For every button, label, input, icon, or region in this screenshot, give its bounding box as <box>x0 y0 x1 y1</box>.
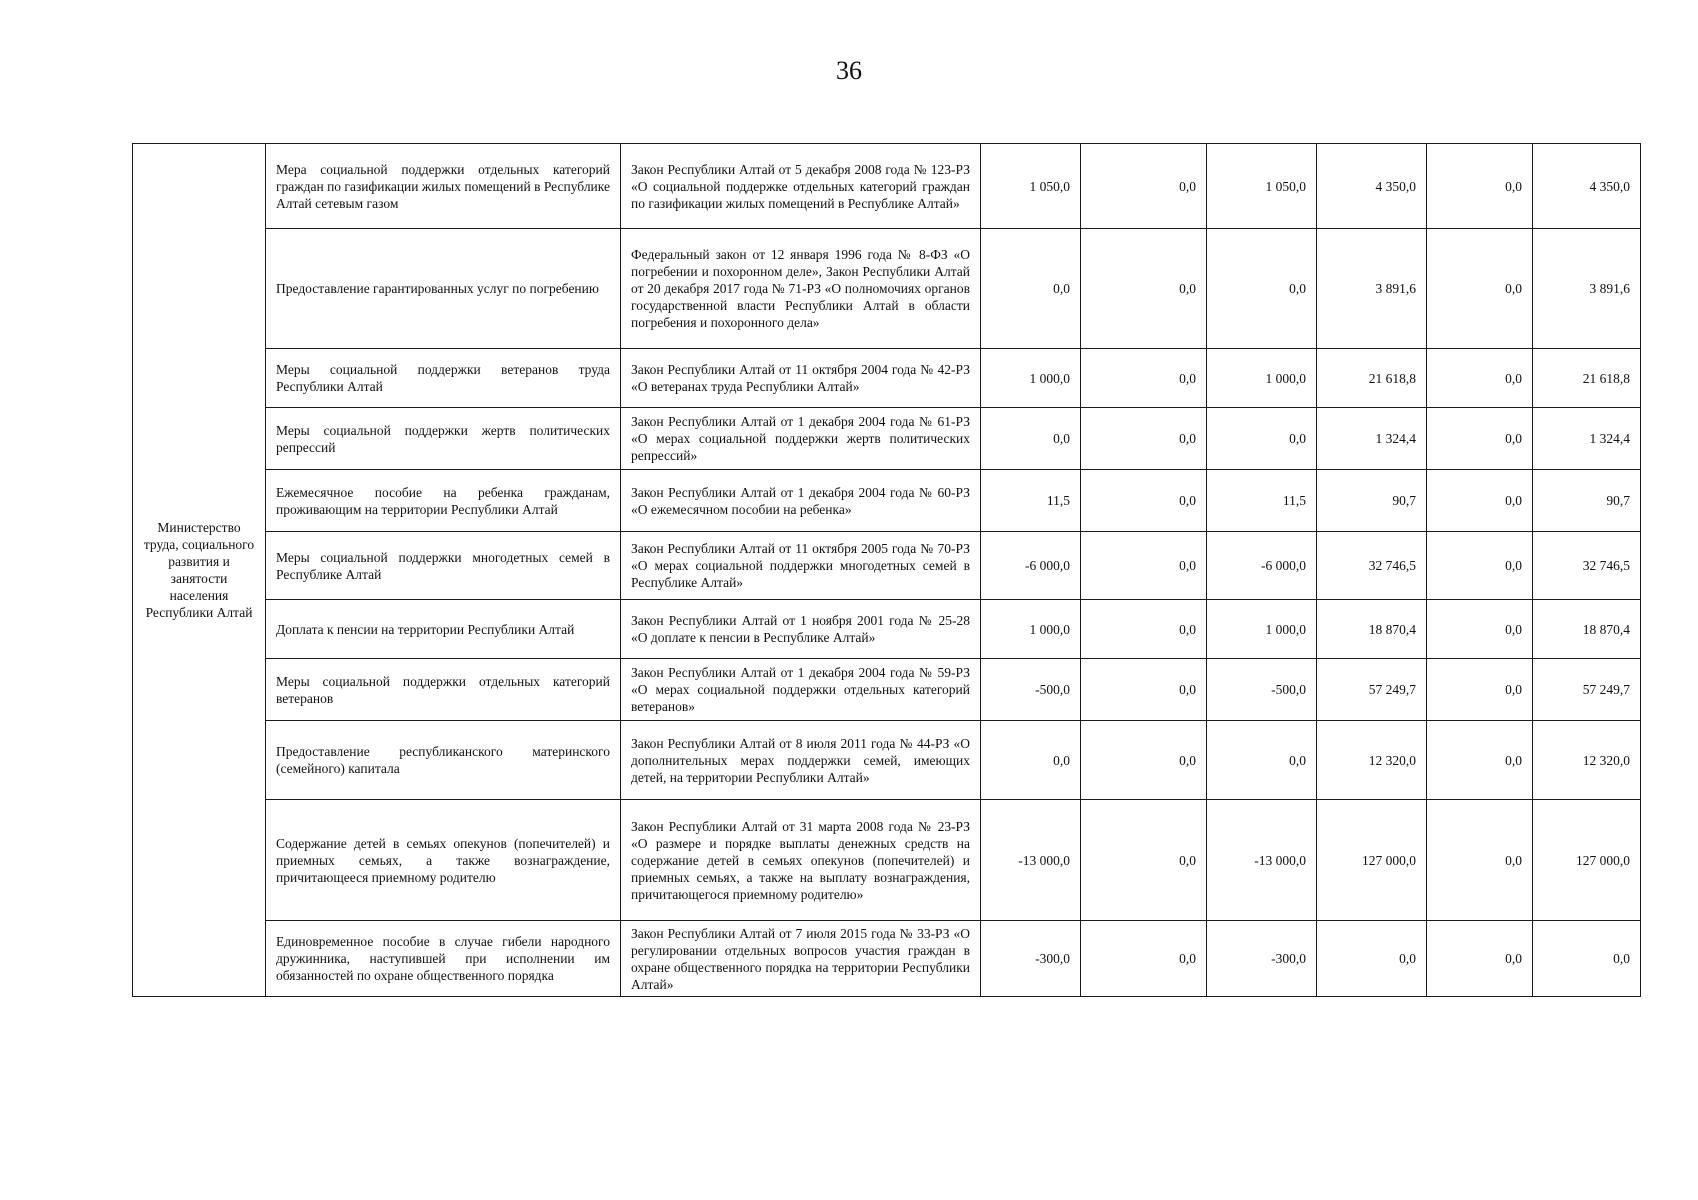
value-cell: -300,0 <box>981 921 1081 997</box>
value-cell: 0,0 <box>1427 408 1533 470</box>
value-cell: 1 000,0 <box>1207 349 1317 408</box>
table-row <box>133 800 1641 921</box>
value-cell: 0,0 <box>1427 349 1533 408</box>
value-cell: 0,0 <box>1081 229 1207 349</box>
value-cell: 0,0 <box>1081 659 1207 721</box>
table-row <box>133 144 1641 229</box>
value-cell: 0,0 <box>1533 921 1641 997</box>
value-cell: 1 324,4 <box>1317 408 1427 470</box>
value-cell: 1 000,0 <box>981 349 1081 408</box>
value-cell: 18 870,4 <box>1533 600 1641 659</box>
value-cell: 0,0 <box>1081 921 1207 997</box>
value-cell: -6 000,0 <box>1207 532 1317 600</box>
value-cell: 0,0 <box>1207 229 1317 349</box>
value-cell: 0,0 <box>1207 408 1317 470</box>
value-cell: 90,7 <box>1533 470 1641 532</box>
table-row <box>133 349 1641 408</box>
value-cell: 0,0 <box>1427 532 1533 600</box>
legal-basis: Закон Республики Алтай от 8 июля 2011 года № 44-РЗ «О дополнительных мерах поддержки семей, имеющих детей, на территории Республики Алтай» <box>621 721 981 800</box>
value-cell: 0,0 <box>1081 349 1207 408</box>
table-row <box>133 721 1641 800</box>
value-cell: 57 249,7 <box>1533 659 1641 721</box>
value-cell: 21 618,8 <box>1533 349 1641 408</box>
measure-name: Ежемесячное пособие на ребенка гражданам, проживающим на территории Республики Алтай <box>266 470 621 532</box>
value-cell: 127 000,0 <box>1533 800 1641 921</box>
value-cell: 12 320,0 <box>1533 721 1641 800</box>
value-cell: 0,0 <box>1081 600 1207 659</box>
measure-name: Предоставление гарантированных услуг по погребению <box>266 229 621 349</box>
legal-basis: Закон Республики Алтай от 31 марта 2008 года № 23-РЗ «О размере и порядке выплаты денежных средств на содержание детей в семьях опекунов (попечителей) и приемных семьях, а также на выплату вознаграждения, причитающегося приемному родителю» <box>621 800 981 921</box>
value-cell: 1 050,0 <box>1207 144 1317 229</box>
value-cell: 0,0 <box>1081 144 1207 229</box>
value-cell: 0,0 <box>1427 600 1533 659</box>
measure-name: Меры социальной поддержки отдельных категорий ветеранов <box>266 659 621 721</box>
value-cell: -6 000,0 <box>981 532 1081 600</box>
table-row <box>133 408 1641 470</box>
legal-basis: Закон Республики Алтай от 11 октября 2005 года № 70-РЗ «О мерах социальной поддержки многодетных семей в Республике Алтай» <box>621 532 981 600</box>
value-cell: 57 249,7 <box>1317 659 1427 721</box>
measure-name: Мера социальной поддержки отдельных категорий граждан по газификации жилых помещений в Республике Алтай сетевым газом <box>266 144 621 229</box>
value-cell: 0,0 <box>1427 921 1533 997</box>
legal-basis: Федеральный закон от 12 января 1996 года № 8-ФЗ «О погребении и похоронном деле», Закон Республики Алтай от 20 декабря 2017 года № 71-РЗ «О полномочиях органов государственной власти Республики Алтай в области погребения и похоронного дела» <box>621 229 981 349</box>
value-cell: 0,0 <box>1427 144 1533 229</box>
value-cell: 0,0 <box>1081 408 1207 470</box>
value-cell: 0,0 <box>1081 721 1207 800</box>
value-cell: 0,0 <box>1427 229 1533 349</box>
measure-name: Единовременное пособие в случае гибели народного дружинника, наступившей при исполнении им обязанностей по охране общественного порядка <box>266 921 621 997</box>
value-cell: 32 746,5 <box>1317 532 1427 600</box>
table-row <box>133 600 1641 659</box>
table-row <box>133 470 1641 532</box>
value-cell: 11,5 <box>1207 470 1317 532</box>
value-cell: 0,0 <box>1207 721 1317 800</box>
value-cell: -13 000,0 <box>981 800 1081 921</box>
value-cell: 1 000,0 <box>981 600 1081 659</box>
value-cell: 4 350,0 <box>1533 144 1641 229</box>
legal-basis: Закон Республики Алтай от 1 декабря 2004 года № 61-РЗ «О мерах социальной поддержки жертв политических репрессий» <box>621 408 981 470</box>
value-cell: 0,0 <box>1427 800 1533 921</box>
measure-name: Меры социальной поддержки ветеранов труда Республики Алтай <box>266 349 621 408</box>
value-cell: 0,0 <box>981 229 1081 349</box>
legal-basis: Закон Республики Алтай от 11 октября 2004 года № 42-РЗ «О ветеранах труда Республики Алтай» <box>621 349 981 408</box>
legal-basis: Закон Республики Алтай от 1 ноября 2001 года № 25-28 «О доплате к пенсии в Республике Алтай» <box>621 600 981 659</box>
measure-name: Меры социальной поддержки жертв политических репрессий <box>266 408 621 470</box>
value-cell: 127 000,0 <box>1317 800 1427 921</box>
measure-name: Предоставление республиканского материнского (семейного) капитала <box>266 721 621 800</box>
budget-table <box>132 143 1641 997</box>
value-cell: 0,0 <box>1427 721 1533 800</box>
value-cell: 0,0 <box>1081 532 1207 600</box>
legal-basis: Закон Республики Алтай от 7 июля 2015 года № 33-РЗ «О регулировании отдельных вопросов участия граждан в охране общественного порядка на территории Республики Алтай» <box>621 921 981 997</box>
value-cell: 1 324,4 <box>1533 408 1641 470</box>
legal-basis: Закон Республики Алтай от 1 декабря 2004 года № 59-РЗ «О мерах социальной поддержки отдельных категорий ветеранов» <box>621 659 981 721</box>
value-cell: 0,0 <box>1317 921 1427 997</box>
value-cell: -300,0 <box>1207 921 1317 997</box>
value-cell: 90,7 <box>1317 470 1427 532</box>
value-cell: 1 050,0 <box>981 144 1081 229</box>
value-cell: 11,5 <box>981 470 1081 532</box>
value-cell: -500,0 <box>1207 659 1317 721</box>
value-cell: 1 000,0 <box>1207 600 1317 659</box>
value-cell: -13 000,0 <box>1207 800 1317 921</box>
measure-name: Меры социальной поддержки многодетных семей в Республике Алтай <box>266 532 621 600</box>
ministry-name: Министерство труда, социального развития и занятости населения Республики Алтай <box>133 144 266 997</box>
value-cell: 12 320,0 <box>1317 721 1427 800</box>
value-cell: -500,0 <box>981 659 1081 721</box>
table-row <box>133 659 1641 721</box>
legal-basis: Закон Республики Алтай от 5 декабря 2008 года № 123-РЗ «О социальной поддержке отдельных категорий граждан по газификации жилых помещений в Республике Алтай» <box>621 144 981 229</box>
value-cell: 3 891,6 <box>1317 229 1427 349</box>
value-cell: 21 618,8 <box>1317 349 1427 408</box>
table-row <box>133 921 1641 997</box>
value-cell: 0,0 <box>1427 659 1533 721</box>
legal-basis: Закон Республики Алтай от 1 декабря 2004 года № 60-РЗ «О ежемесячном пособии на ребенка» <box>621 470 981 532</box>
measure-name: Содержание детей в семьях опекунов (попечителей) и приемных семьях, а также вознаграждение, причитающееся приемному родителю <box>266 800 621 921</box>
value-cell: 0,0 <box>1081 470 1207 532</box>
page-number: 36 <box>836 56 862 85</box>
table-body <box>133 144 1641 997</box>
value-cell: 4 350,0 <box>1317 144 1427 229</box>
table-row <box>133 532 1641 600</box>
table-row <box>133 229 1641 349</box>
value-cell: 0,0 <box>981 408 1081 470</box>
value-cell: 0,0 <box>981 721 1081 800</box>
value-cell: 32 746,5 <box>1533 532 1641 600</box>
value-cell: 0,0 <box>1081 800 1207 921</box>
value-cell: 18 870,4 <box>1317 600 1427 659</box>
value-cell: 0,0 <box>1427 470 1533 532</box>
measure-name: Доплата к пенсии на территории Республики Алтай <box>266 600 621 659</box>
value-cell: 3 891,6 <box>1533 229 1641 349</box>
